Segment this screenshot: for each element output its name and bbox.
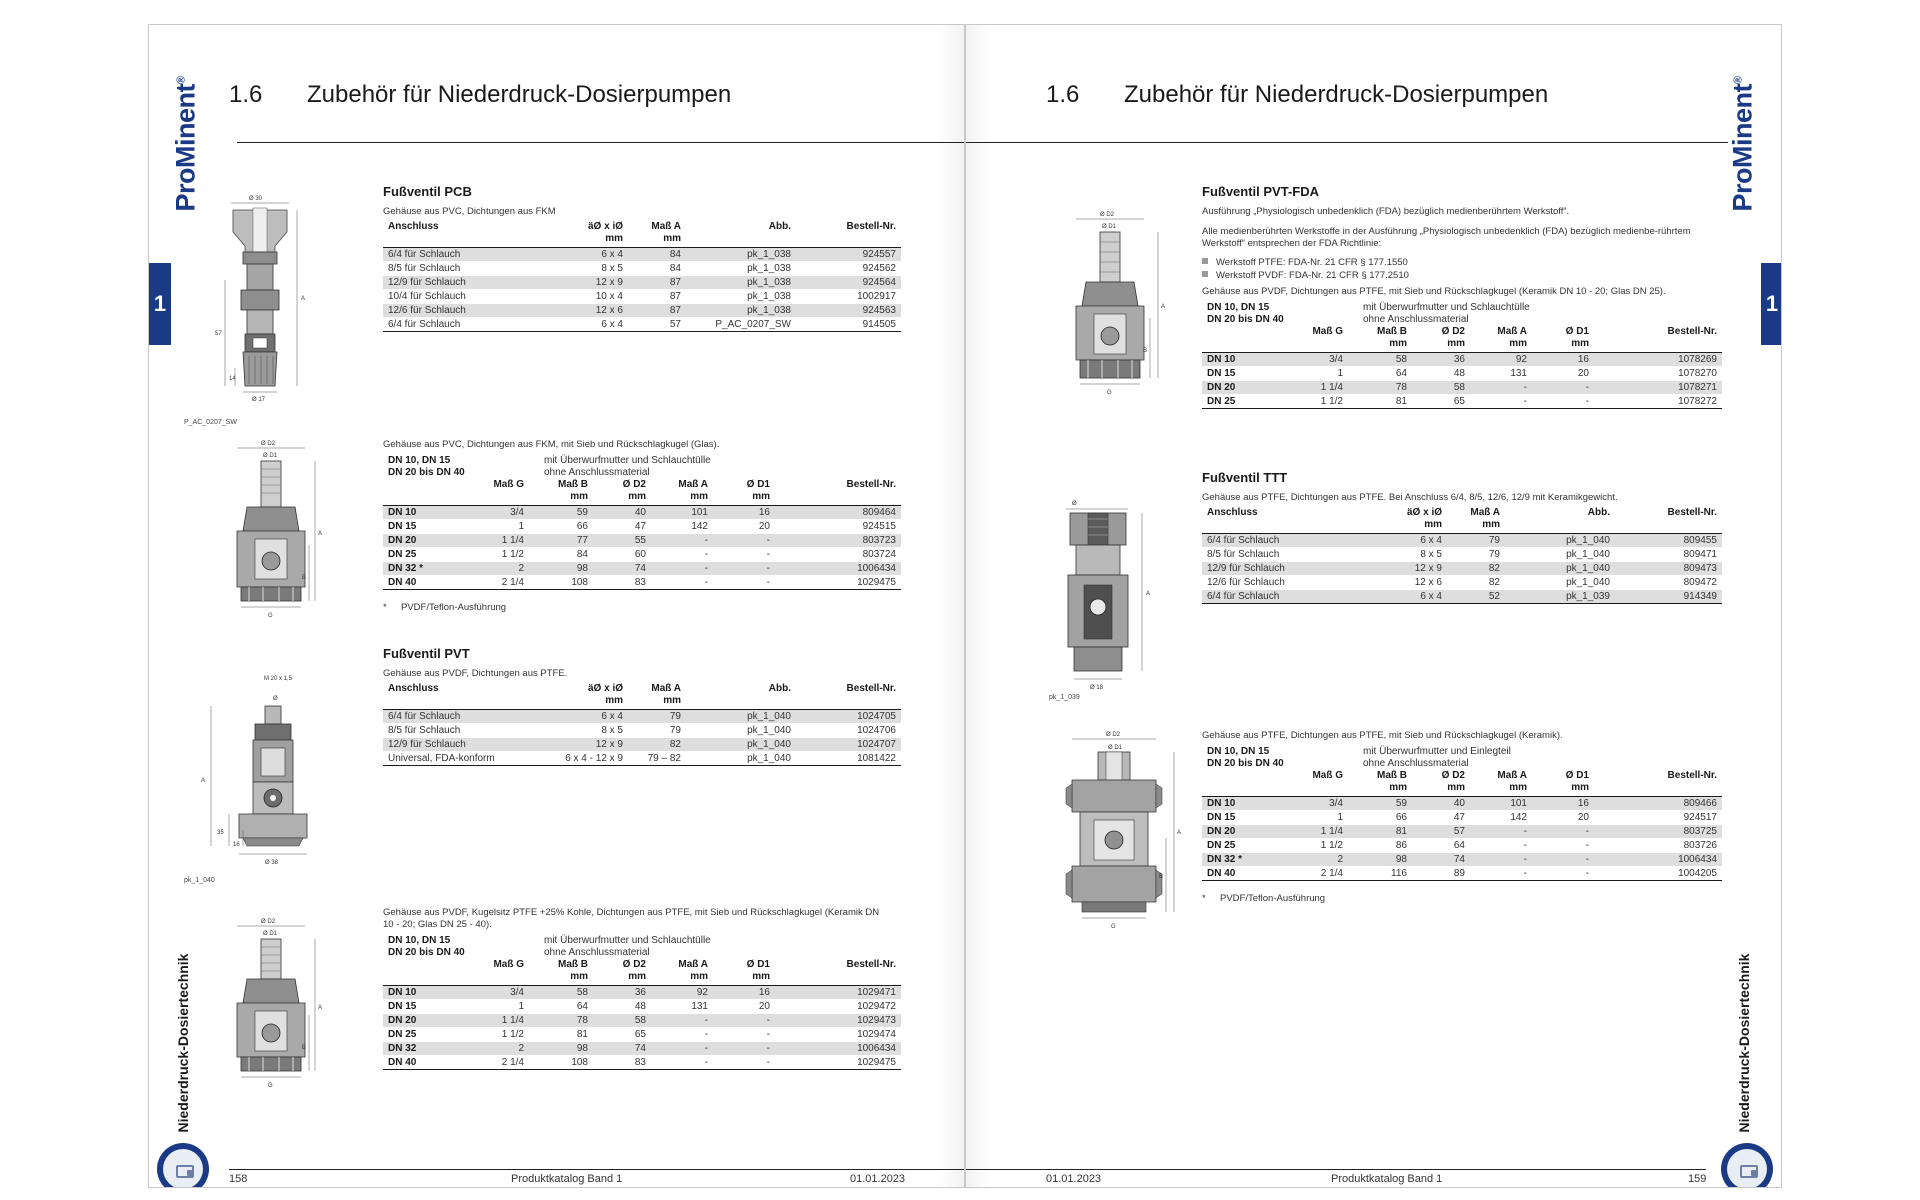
table-row: DN 20 1 1/4 78 58 - - 1029473 (383, 1014, 901, 1028)
col-unit: mm (1412, 338, 1470, 353)
col-unit (1202, 519, 1372, 534)
dim-57: 57 (215, 331, 222, 337)
figure-caption-pcb: P_AC_0207_SW (184, 419, 237, 426)
table-row: DN 32 * 2 98 74 - - 1006434 (383, 562, 901, 576)
table-row: 12/9 für Schlauch 12 x 9 82 pk_1_040 809473 (1202, 562, 1722, 576)
pvt-fda-title: Fußventil PVT-FDA (1202, 184, 1319, 199)
col-unit: mm (1412, 782, 1470, 797)
page-fold-shadow (938, 25, 964, 1187)
col-header: Abb. (1587, 507, 1610, 518)
footer-product-icon (157, 1143, 209, 1188)
col-unit (1505, 519, 1615, 534)
info-key: DN 10, DN 15 (1207, 746, 1270, 757)
pcb-description: Gehäuse aus PVC, Dichtungen aus FKM (383, 206, 556, 217)
col-header (1202, 326, 1272, 338)
table-row: DN 15 1 64 48 131 20 1078270 (1202, 367, 1722, 381)
footnote-text: PVDF/Teflon-Ausführung (401, 602, 507, 613)
col-unit: mm (651, 971, 713, 986)
footnote-mark: * (383, 602, 387, 613)
dim-g: G (268, 613, 273, 619)
col-unit: mm (593, 971, 651, 986)
col-unit (383, 233, 553, 248)
col-header: Bestell-Nr. (846, 221, 896, 232)
section-title: Zubehör für Niederdruck-Dosierpumpen (1124, 81, 1549, 108)
footnote-text: PVDF/Teflon-Ausführung (1220, 893, 1326, 904)
table-row: DN 40 2 1/4 108 83 - - 1029475 (383, 1056, 901, 1070)
col-header: Bestell-Nr. (846, 959, 896, 970)
figure-foot-valve-ttt (1046, 495, 1166, 705)
footer-date: 01.01.2023 (1046, 1173, 1102, 1185)
figure-foot-valve-ttt-dn (1046, 728, 1196, 938)
table-row: 8/5 für Schlauch 8 x 5 79 pk_1_040 1024706 (383, 724, 901, 738)
footnote-mark: * (1202, 893, 1206, 904)
dim-d01: Ø D1 (263, 931, 278, 937)
ttt-dn-table (1202, 770, 1722, 881)
dim-a: A (201, 778, 206, 784)
table-row: DN 32 * 2 98 74 - - 1006434 (1202, 853, 1722, 867)
pvt-dn-section (383, 907, 901, 1070)
pvt-dn-info (388, 935, 901, 959)
col-unit: mm (651, 491, 713, 506)
col-header: Bestell-Nr. (846, 683, 896, 694)
dim-d18: Ø 18 (1090, 685, 1104, 691)
table-row: DN 32 2 98 74 - - 1006434 (383, 1042, 901, 1056)
ttt-footnote (1202, 893, 1722, 904)
prominent-logo: ProMinent® (1727, 76, 1758, 212)
col-header: Abb. (768, 221, 791, 232)
col-unit (686, 233, 796, 248)
pcb-title: Fußventil PCB (383, 184, 472, 199)
dim-d02: Ø D2 (261, 441, 276, 447)
col-unit: mm (1470, 782, 1532, 797)
dim-d30: Ø 30 (249, 196, 263, 202)
dim-35: 35 (217, 830, 224, 836)
col-header: Maß A (651, 683, 681, 694)
col-unit (1615, 519, 1722, 534)
col-header: Maß G (1312, 770, 1343, 781)
col-unit: mm (529, 491, 593, 506)
pvt-dn-description: Gehäuse aus PVDF, Kugelsitz PTFE +25% Kohle, Dichtungen aus PTFE, mit Sieb und Rückschlagkugel (Keramik DN 10 - 20; Glas DN 25 - 40). (383, 907, 880, 930)
prominent-logo: ProMinent® (170, 76, 201, 212)
dim-16: 16 (233, 842, 240, 848)
dim-g: G (1111, 924, 1116, 930)
page-fold-shadow (966, 25, 992, 1187)
dim-b: B (302, 1045, 307, 1051)
pvt-description: Gehäuse aus PVDF, Dichtungen aus PTFE. (383, 668, 568, 679)
col-header: Maß A (678, 479, 708, 490)
col-unit: mm (1348, 338, 1412, 353)
header-rule (966, 142, 1728, 143)
figure-caption-pvt: pk_1_040 (184, 877, 215, 884)
table-row: 6/4 für Schlauch 6 x 4 79 pk_1_040 809455 (1202, 534, 1722, 548)
side-label: Niederdruck-Dosiertechnik (1736, 953, 1752, 1133)
pvt-table (383, 683, 901, 766)
col-unit (1202, 782, 1272, 797)
dim-b: B (302, 575, 307, 581)
col-header: Ø D1 (746, 479, 770, 490)
col-header: Ø D1 (1565, 326, 1589, 337)
info-key: DN 20 bis DN 40 (388, 947, 465, 958)
page-number-right: 159 (1688, 1173, 1707, 1185)
dim-a: A (318, 531, 323, 537)
list-item: Werkstoff PVDF: FDA-Nr. 21 CFR § 177.2510 (1202, 269, 1722, 282)
ttt-dn-description: Gehäuse aus PTFE, Dichtungen aus PTFE, mit Sieb und Rückschlagkugel (Keramik). (1202, 730, 1563, 741)
col-header: Anschluss (388, 683, 439, 694)
ttt-dn-section (1202, 730, 1722, 904)
info-value: ohne Anschlussmaterial (1363, 314, 1469, 325)
table-row: 12/6 für Schlauch 12 x 6 87 pk_1_038 924563 (383, 304, 901, 318)
info-value: mit Überwurfmutter und Schlauchtülle (544, 455, 711, 466)
pvt-fda-housing: Gehäuse aus PVDF, Dichtungen aus PTFE, mit Sieb und Rückschlagkugel (Keramik DN 10 - 20; Glas DN 25). (1202, 286, 1666, 297)
table-row: DN 10 3/4 58 36 92 16 1078269 (1202, 353, 1722, 367)
col-header: Maß A (678, 959, 708, 970)
col-header: äØ x iØ (587, 221, 623, 232)
col-header: Ø D2 (622, 959, 646, 970)
table-row: DN 10 3/4 59 40 101 16 809466 (1202, 797, 1722, 811)
col-unit: mm (1532, 338, 1594, 353)
dim-g: G (1107, 390, 1112, 396)
ttt-dn-info (1207, 746, 1722, 770)
col-header: Maß B (558, 959, 588, 970)
table-row: 10/4 für Schlauch 10 x 4 87 pk_1_038 1002917 (383, 290, 901, 304)
col-unit (775, 971, 901, 986)
table-row: DN 25 1 1/2 84 60 - - 803724 (383, 548, 901, 562)
col-unit (686, 695, 796, 710)
chapter-tab: 1 (1761, 263, 1782, 345)
col-header: Abb. (768, 683, 791, 694)
dim-d01: Ø D1 (1102, 224, 1117, 230)
ttt-description: Gehäuse aus PTFE, Dichtungen aus PTFE. Bei Anschluss 6/4, 8/5, 12/6, 12/9 mit Keramikgewicht. (1202, 492, 1618, 503)
col-unit: mm (533, 695, 628, 710)
col-header: Anschluss (1207, 507, 1258, 518)
pvt-title: Fußventil PVT (383, 646, 470, 661)
footer-catalog: Produktkatalog Band 1 (1331, 1173, 1443, 1185)
col-unit: mm (593, 491, 651, 506)
info-key: DN 20 bis DN 40 (1207, 314, 1284, 325)
table-row: DN 15 1 66 47 142 20 924515 (383, 520, 901, 534)
pcb-table (383, 221, 901, 332)
dim-b: B (1143, 348, 1148, 354)
col-unit: mm (529, 971, 593, 986)
table-row: DN 15 1 66 47 142 20 924517 (1202, 811, 1722, 825)
col-unit (1272, 782, 1348, 797)
col-header: Maß A (1470, 507, 1500, 518)
dim-14: 14 (229, 376, 236, 382)
pcb-dn-table (383, 479, 901, 590)
col-unit: mm (1348, 782, 1412, 797)
info-value: mit Überwurfmutter und Einlegteil (1363, 746, 1511, 757)
col-unit: mm (713, 491, 775, 506)
section-number: 1.6 (229, 81, 263, 108)
pvt-fda-fda-note: Alle medienberührten Werkstoffe in der Ausführung „Physiologisch unbedenklich (FDA) bezüglich medienbe-rührtem Werkstoff“ entsprechen der FDA Richtlinie: (1202, 226, 1691, 249)
table-row: 12/9 für Schlauch 12 x 9 87 pk_1_038 924564 (383, 276, 901, 290)
info-value: ohne Anschlussmaterial (544, 467, 650, 478)
table-row: 6/4 für Schlauch 6 x 4 79 pk_1_040 1024705 (383, 710, 901, 724)
table-row: DN 40 2 1/4 116 89 - - 1004205 (1202, 867, 1722, 881)
footer-catalog: Produktkatalog Band 1 (511, 1173, 623, 1185)
col-header: Maß B (1377, 770, 1407, 781)
table-row: DN 40 2 1/4 108 83 - - 1029475 (383, 576, 901, 590)
catalog-page-right (965, 24, 1782, 1188)
col-header: Ø D2 (622, 479, 646, 490)
figure-foot-valve-pcb-dn (207, 435, 347, 635)
col-unit: mm (628, 695, 686, 710)
table-row: DN 25 1 1/2 81 65 - - 1078272 (1202, 395, 1722, 409)
col-unit: mm (1372, 519, 1447, 534)
section-number: 1.6 (1046, 81, 1080, 108)
figure-caption-ttt: pk_1_039 (1049, 694, 1080, 701)
col-header: Maß B (1377, 326, 1407, 337)
dim-d17: Ø 17 (252, 397, 266, 403)
dim-a: A (1146, 591, 1151, 597)
col-header: Maß A (651, 221, 681, 232)
col-unit: mm (1532, 782, 1594, 797)
col-header: äØ x iØ (1406, 507, 1442, 518)
col-header: äØ x iØ (587, 683, 623, 694)
col-unit (1594, 782, 1722, 797)
col-header: Bestell-Nr. (1667, 326, 1717, 337)
table-row: 6/4 für Schlauch 6 x 4 84 pk_1_038 924557 (383, 248, 901, 262)
table-row: 6/4 für Schlauch 6 x 4 57 P_AC_0207_SW 914505 (383, 318, 901, 332)
col-header: Maß B (558, 479, 588, 490)
col-header: Maß G (493, 479, 524, 490)
col-header: Maß A (1497, 326, 1527, 337)
pvt-fda-info (1207, 302, 1722, 326)
pcb-footnote (383, 602, 901, 613)
figure-foot-valve-pvt-dn (207, 915, 347, 1115)
figure-foot-valve-pcb (197, 190, 337, 405)
pcb-dn-info (388, 455, 901, 479)
col-unit (383, 491, 453, 506)
col-header (1202, 770, 1272, 782)
pcb-dn-description: Gehäuse aus PVC, Dichtungen aus FKM, mit Sieb und Rückschlagkugel (Glas). (383, 439, 720, 450)
info-value: mit Überwurfmutter und Schlauchtülle (1363, 302, 1530, 313)
table-row: DN 15 1 64 48 131 20 1029472 (383, 1000, 901, 1014)
page-number-left: 158 (229, 1173, 248, 1185)
footer-date: 01.01.2023 (850, 1173, 906, 1185)
info-key: DN 10, DN 15 (1207, 302, 1270, 313)
list-item: Werkstoff PTFE: FDA-Nr. 21 CFR § 177.1550 (1202, 256, 1722, 269)
table-row: DN 20 1 1/4 78 58 - - 1078271 (1202, 381, 1722, 395)
table-row: DN 10 3/4 58 36 92 16 1029471 (383, 986, 901, 1000)
footer-rule (966, 1169, 1706, 1170)
info-key: DN 10, DN 15 (388, 455, 451, 466)
col-header: Bestell-Nr. (846, 479, 896, 490)
pvt-fda-material-list (1202, 256, 1722, 282)
col-header: Maß G (493, 959, 524, 970)
col-unit: mm (1470, 338, 1532, 353)
side-label: Niederdruck-Dosiertechnik (175, 953, 191, 1133)
info-key: DN 20 bis DN 40 (1207, 758, 1284, 769)
table-row: DN 20 1 1/4 81 57 - - 803725 (1202, 825, 1722, 839)
dim-a: A (318, 1005, 323, 1011)
dim-d01: Ø D1 (263, 453, 278, 459)
col-unit (383, 695, 533, 710)
dim-o: Ø (273, 696, 278, 702)
dim-d38: Ø 38 (265, 860, 279, 866)
ttt-table (1202, 507, 1722, 604)
col-unit (1594, 338, 1722, 353)
table-row: 12/9 für Schlauch 12 x 9 82 pk_1_040 1024707 (383, 738, 901, 752)
info-value: ohne Anschlussmaterial (1363, 758, 1469, 769)
col-header: Maß A (1497, 770, 1527, 781)
table-row: DN 25 1 1/2 81 65 - - 1029474 (383, 1028, 901, 1042)
pvt-section (383, 646, 901, 766)
dim-d01: Ø D1 (1108, 745, 1123, 751)
col-header (383, 959, 453, 971)
col-unit (1202, 338, 1272, 353)
col-unit: mm (1447, 519, 1505, 534)
footer-rule (229, 1169, 965, 1170)
info-key: DN 20 bis DN 40 (388, 467, 465, 478)
col-unit (453, 971, 529, 986)
footer-product-icon (1721, 1143, 1773, 1188)
dim-a: A (1161, 304, 1166, 310)
dim-b: B (1159, 874, 1164, 880)
table-row: Universal, FDA-konform 6 x 4 - 12 x 9 79 – 82 pk_1_040 1081422 (383, 752, 901, 766)
col-header: Ø D2 (1441, 326, 1465, 337)
section-title: Zubehör für Niederdruck-Dosierpumpen (307, 81, 732, 108)
col-header: Ø D2 (1441, 770, 1465, 781)
table-row: DN 20 1 1/4 77 55 - - 803723 (383, 534, 901, 548)
col-header (383, 479, 453, 491)
pcb-section (383, 184, 901, 332)
ttt-section (1202, 470, 1722, 604)
pvt-fda-section (1202, 184, 1722, 409)
col-unit (796, 695, 901, 710)
pvt-dn-table (383, 959, 901, 1070)
col-unit (796, 233, 901, 248)
figure-foot-valve-pvt (189, 670, 339, 870)
figure-foot-valve-pvt-fda (1046, 208, 1186, 408)
col-unit: mm (628, 233, 686, 248)
table-row: DN 25 1 1/2 86 64 - - 803726 (1202, 839, 1722, 853)
header-rule (237, 142, 965, 143)
dim-a: A (301, 296, 306, 302)
dim-d02: Ø D2 (1106, 732, 1121, 738)
col-header: Bestell-Nr. (1667, 770, 1717, 781)
col-unit (383, 971, 453, 986)
pcb-dn-section (383, 439, 901, 613)
table-row: 6/4 für Schlauch 6 x 4 52 pk_1_039 914349 (1202, 590, 1722, 604)
col-header: Maß G (1312, 326, 1343, 337)
col-header: Bestell-Nr. (1667, 507, 1717, 518)
dim-g: G (268, 1083, 273, 1089)
col-header: Ø D1 (746, 959, 770, 970)
chapter-tab: 1 (149, 263, 171, 345)
col-header: Anschluss (388, 221, 439, 232)
col-unit (1272, 338, 1348, 353)
dim-d02: Ø D2 (261, 919, 276, 925)
col-unit (775, 491, 901, 506)
table-row: 8/5 für Schlauch 8 x 5 84 pk_1_038 924562 (383, 262, 901, 276)
dim-d02: Ø D2 (1100, 212, 1115, 218)
pvt-fda-table (1202, 326, 1722, 409)
dim-a: A (1177, 830, 1182, 836)
col-header: Ø D1 (1565, 770, 1589, 781)
col-unit: mm (713, 971, 775, 986)
table-row: 8/5 für Schlauch 8 x 5 79 pk_1_040 809471 (1202, 548, 1722, 562)
table-row: 12/6 für Schlauch 12 x 6 82 pk_1_040 809472 (1202, 576, 1722, 590)
col-unit: mm (553, 233, 628, 248)
pvt-fda-description: Ausführung „Physiologisch unbedenklich (FDA) bezüglich medienberührtem Werkstoff“. (1202, 206, 1570, 217)
info-value: ohne Anschlussmaterial (544, 947, 650, 958)
ttt-title: Fußventil TTT (1202, 470, 1288, 485)
catalog-page-left (148, 24, 965, 1188)
info-value: mit Überwurfmutter und Schlauchtülle (544, 935, 711, 946)
info-key: DN 10, DN 15 (388, 935, 451, 946)
table-row: DN 10 3/4 59 40 101 16 809464 (383, 506, 901, 520)
col-unit (453, 491, 529, 506)
dim-m20: M 20 x 1,5 (264, 676, 293, 682)
dim-o: Ø (1072, 501, 1077, 507)
